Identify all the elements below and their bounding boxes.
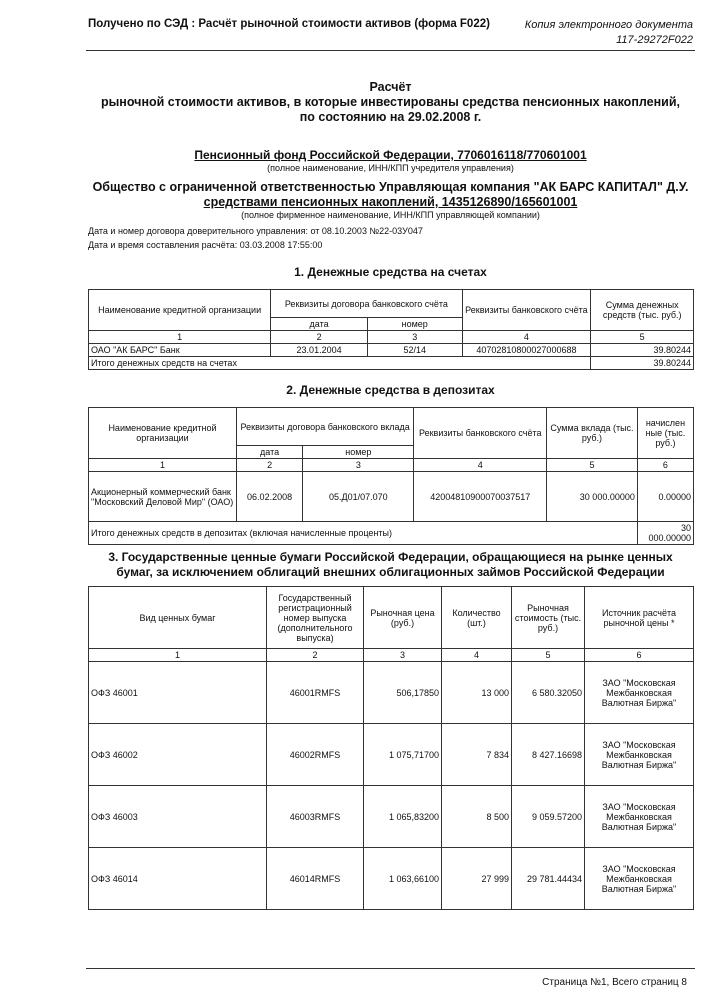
table-row [89, 786, 694, 848]
col-number-header: номер [367, 318, 462, 331]
col-num: 3 [364, 649, 442, 662]
cell-source: ЗАО "Московская Межбанковская Валютная Биржа" [585, 662, 694, 724]
manager-line-1: Общество с ограниченной ответственностью Управляющая компания "АК БАРС КАПИТАЛ" Д.У. [92, 180, 689, 194]
section1-title: 1. Денежные средства на счетах [294, 265, 487, 279]
col-num: 3 [303, 459, 414, 472]
section3-title [88, 550, 693, 580]
cell-source: ЗАО "Московская Межбанковская Валютная Биржа" [585, 786, 694, 848]
page-counter: Страница №1, Всего страниц 8 [542, 977, 687, 988]
cell-reg: 46003RMFS [267, 786, 364, 848]
cell-price: 1 065,83200 [364, 786, 442, 848]
col-num: 4 [462, 331, 591, 344]
col-num: 4 [442, 649, 512, 662]
col-num: 3 [367, 331, 462, 344]
cell-org: ОАО "АК БАРС" Банк [89, 344, 271, 357]
table-row [89, 662, 694, 724]
section3-title-line-2: бумаг, за исключением облигаций внешних облигационных займов Российской Федерации [116, 565, 665, 579]
section2-title: 2. Денежные средства в депозитах [286, 383, 495, 397]
cell-qty: 8 500 [442, 786, 512, 848]
cell-reg: 46002RMFS [267, 724, 364, 786]
deposits-table [88, 407, 694, 545]
col-number-header: номер [303, 446, 414, 459]
col-num: 6 [637, 459, 693, 472]
cell-interest: 0.00000 [637, 472, 693, 522]
document-header-title: Получено по СЭД : Расчёт рыночной стоимости активов (форма F022) [88, 18, 490, 30]
section3-title-line-1: 3. Государственные ценные бумаги Российской Федерации, обращающиеся на рынке ценных [108, 550, 673, 564]
cell-date: 23.01.2004 [271, 344, 368, 357]
col-num: 5 [512, 649, 585, 662]
col-org-header: Наименование кредитной организации [89, 290, 271, 331]
creation-info: Дата и время составления расчёта: 03.03.2008 17:55:00 [88, 240, 323, 250]
manager-note: (полное фирменное наименование, ИНН/КПП управляющей компании) [241, 210, 540, 220]
table-row [89, 724, 694, 786]
cell-number: 52/14 [367, 344, 462, 357]
title-line-2: рыночной стоимости активов, в которые инвестированы средства пенсионных накоплений, [101, 95, 680, 109]
cell-qty: 7 834 [442, 724, 512, 786]
document-id: 117-29272F022 [616, 34, 693, 46]
col-num: 1 [89, 459, 237, 472]
total-value: 39.80244 [591, 357, 694, 370]
col-source-header: Источник расчёта рыночной цены * [585, 587, 694, 649]
cell-date: 06.02.2008 [236, 472, 302, 522]
founder-name: Пенсионный фонд Российской Федерации, 7706016118/770601001 [194, 148, 587, 162]
col-contract-header: Реквизиты договора банковского вклада [236, 408, 414, 446]
col-price-header: Рыночная цена (руб.) [364, 587, 442, 649]
cell-reg: 46001RMFS [267, 662, 364, 724]
col-value-header: Рыночная стоимость (тыс. руб.) [512, 587, 585, 649]
cell-source: ЗАО "Московская Межбанковская Валютная Биржа" [585, 848, 694, 910]
col-org-header: Наименование кредитной организации [89, 408, 237, 459]
total-label: Итого денежных средств на счетах [89, 357, 591, 370]
total-label: Итого денежных средств в депозитах (включая начисленные проценты) [89, 522, 638, 545]
col-sum-header: Сумма денежных средств (тыс. руб.) [591, 290, 694, 331]
cell-number: 05.Д01/07.070 [303, 472, 414, 522]
col-num: 5 [547, 459, 638, 472]
cell-qty: 27 999 [442, 848, 512, 910]
copy-label-text: Копия электронного документа [524, 19, 693, 31]
col-sum-header: Сумма вклада (тыс. руб.) [547, 408, 638, 459]
securities-table [88, 586, 694, 910]
cell-account: 40702810800027000688 [462, 344, 591, 357]
col-num: 5 [591, 331, 694, 344]
table-row [89, 848, 694, 910]
cell-price: 1 063,66100 [364, 848, 442, 910]
title-line-3: по состоянию на 29.02.2008 г. [299, 110, 482, 124]
cell-value: 8 427.16698 [512, 724, 585, 786]
document-copy-label [525, 18, 693, 48]
cell-value: 6 580.32050 [512, 662, 585, 724]
cell-type: ОФЗ 46014 [89, 848, 267, 910]
footer-divider [86, 968, 695, 969]
cell-qty: 13 000 [442, 662, 512, 724]
total-row [89, 522, 694, 545]
founder-note: (полное наименование, ИНН/КПП учредителя управления) [267, 163, 514, 173]
col-contract-header: Реквизиты договора банковского счёта [271, 290, 462, 318]
table-row [89, 344, 694, 357]
col-num: 6 [585, 649, 694, 662]
col-num: 1 [89, 649, 267, 662]
total-value: 30 000.00000 [637, 522, 693, 545]
total-row [89, 357, 694, 370]
cell-account: 42004810900070037517 [414, 472, 547, 522]
col-num: 4 [414, 459, 547, 472]
col-interest-header: начислен ные (тыс. руб.) [637, 408, 693, 459]
col-account-header: Реквизиты банковского счёта [414, 408, 547, 459]
cell-type: ОФЗ 46001 [89, 662, 267, 724]
col-num: 2 [271, 331, 368, 344]
col-date-header: дата [236, 446, 302, 459]
col-reg-header: Государственный регистрационный номер выпуска (дополнительного выпуска) [267, 587, 364, 649]
accounts-table [88, 289, 694, 370]
col-account-header: Реквизиты банковского счёта [462, 290, 591, 331]
table-row [89, 472, 694, 522]
report-title [88, 80, 693, 125]
contract-info: Дата и номер договора доверительного управления: от 08.10.2003 №22-03У047 [88, 226, 423, 236]
cell-reg: 46014RMFS [267, 848, 364, 910]
cell-source: ЗАО "Московская Межбанковская Валютная Биржа" [585, 724, 694, 786]
header-divider [86, 50, 695, 51]
col-date-header: дата [271, 318, 368, 331]
cell-price: 1 075,71700 [364, 724, 442, 786]
cell-sum: 39.80244 [591, 344, 694, 357]
cell-value: 29 781.44434 [512, 848, 585, 910]
manager-line-2: средствами пенсионных накоплений, 1435126890/165601001 [203, 195, 578, 209]
col-qty-header: Количество (шт.) [442, 587, 512, 649]
col-num: 2 [267, 649, 364, 662]
cell-type: ОФЗ 46003 [89, 786, 267, 848]
cell-value: 9 059.57200 [512, 786, 585, 848]
title-line-1: Расчёт [369, 80, 412, 94]
cell-sum: 30 000.00000 [547, 472, 638, 522]
col-num: 1 [89, 331, 271, 344]
cell-type: ОФЗ 46002 [89, 724, 267, 786]
manager-name [88, 180, 693, 210]
col-num: 2 [236, 459, 302, 472]
cell-price: 506,17850 [364, 662, 442, 724]
cell-org: Акционерный коммерческий банк "Московский Деловой Мир" (ОАО) [89, 472, 237, 522]
col-type-header: Вид ценных бумаг [89, 587, 267, 649]
